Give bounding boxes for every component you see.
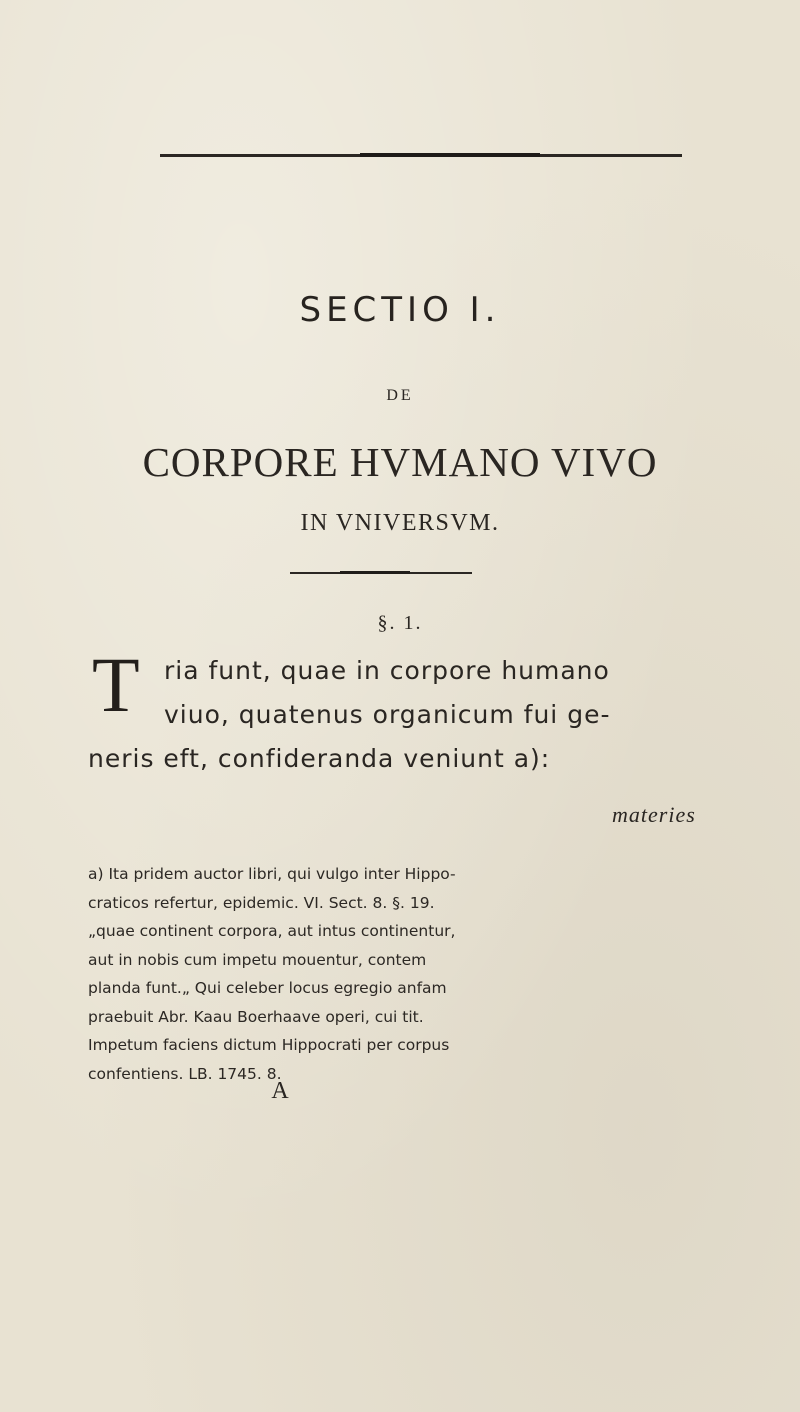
catchword: materies	[612, 802, 696, 827]
footnote-line: confentiens. LB. 1745. 8.	[88, 1064, 282, 1083]
de-word: DE	[386, 387, 414, 404]
footnote-line: planda funt.„ Qui celeber locus egregio anfam	[88, 979, 447, 997]
middle-rule	[290, 572, 472, 574]
body-line-3: neris eft, confideranda veniunt a):	[88, 744, 551, 773]
main-title: CORPORE HVMANO VIVO	[142, 439, 658, 485]
top-rule	[160, 154, 682, 157]
sub-title: IN VNIVERSVM.	[300, 510, 500, 536]
footnote	[88, 860, 728, 1088]
footnote-line: craticos refertur, epidemic. VI. Sect. 8. §. 19.	[88, 893, 435, 912]
drop-cap: T	[92, 641, 140, 728]
footnote-line: aut in nobis cum impetu mouentur, contem	[88, 950, 427, 969]
signature-mark: A	[271, 1078, 289, 1104]
body-line-2: viuo, quatenus organicum fui ge-	[164, 700, 611, 729]
footnote-line: Impetum faciens dictum Hippocrati per corpus	[88, 1036, 450, 1054]
footnote-line: „quae continent corpora, aut intus continentur,	[88, 922, 456, 940]
body-line-1: ria funt, quae in corpore humano	[164, 656, 610, 685]
section-heading: SECTIO I.	[299, 290, 501, 330]
footnote-line: praebuit Abr. Kaau Boerhaave operi, cui tit.	[88, 1007, 424, 1026]
paragraph-mark: §. 1.	[377, 612, 423, 634]
footnote-line: a) Ita pridem auctor libri, qui vulgo inter Hippo-	[88, 865, 456, 883]
